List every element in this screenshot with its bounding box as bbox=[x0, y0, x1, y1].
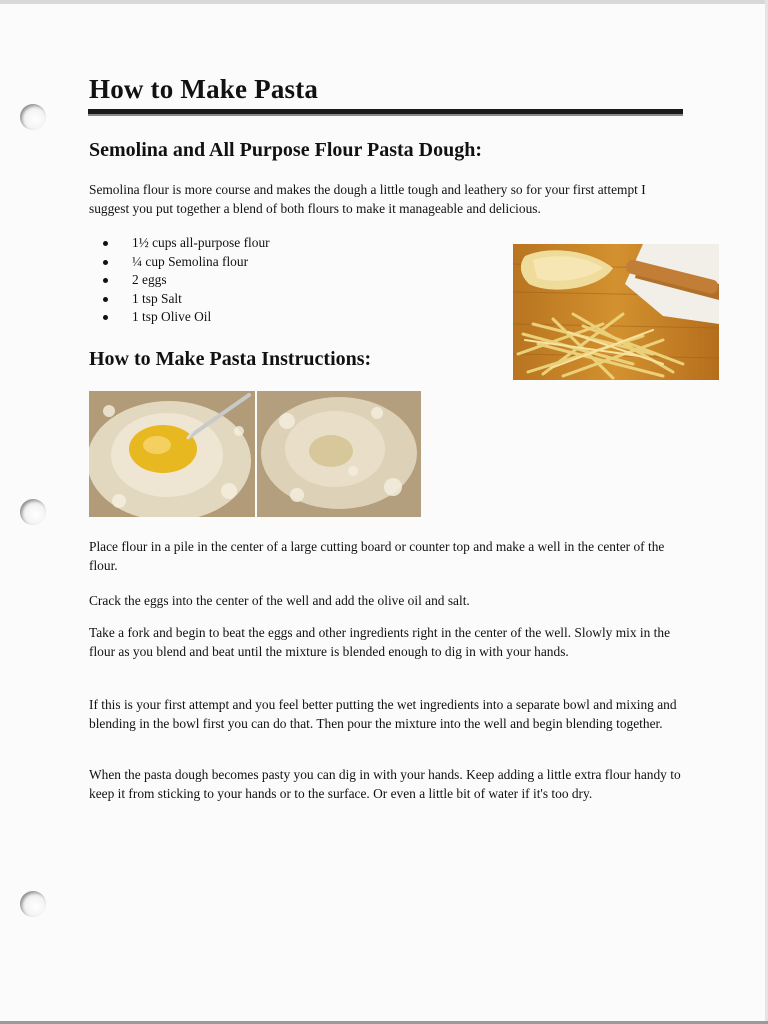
instruction-step-2: Crack the eggs into the center of the well and add the olive oil and salt. bbox=[89, 593, 470, 608]
title-rule bbox=[88, 109, 683, 116]
ingredient-item: 2 eggs bbox=[100, 271, 270, 290]
scan-edge-top bbox=[0, 0, 768, 4]
instructions-heading: How to Make Pasta Instructions: bbox=[89, 348, 372, 370]
instruction-step-5: When the pasta dough becomes pasty you can dig in with your hands. Keep adding a little extra flour handy to keep it from sticking to your hands or to the surface. Or even a little bit of water if it's too dry. bbox=[89, 767, 681, 801]
pasta-noodles-photo bbox=[513, 244, 719, 380]
ingredient-item: 1 tsp Salt bbox=[100, 290, 270, 309]
bullet-icon bbox=[103, 297, 108, 302]
ingredient-list bbox=[100, 234, 270, 327]
bullet-icon bbox=[103, 260, 108, 265]
flour-mixture-photo bbox=[257, 391, 421, 517]
instruction-step-1: Place flour in a pile in the center of a large cutting board or counter top and make a well in the center of the flour. bbox=[89, 539, 665, 573]
bullet-icon bbox=[103, 278, 108, 283]
ingredient-item: 1½ cups all-purpose flour bbox=[100, 234, 270, 253]
ingredient-item: 1 tsp Olive Oil bbox=[100, 308, 270, 327]
instruction-step-4: If this is your first attempt and you feel better putting the wet ingredients into a separate bowl and mixing and blending in the bowl first you can do that. Then pour the mixture into the well and begin blending together. bbox=[89, 697, 677, 731]
hole-punch-top bbox=[20, 104, 46, 130]
hole-punch-bottom bbox=[20, 891, 46, 917]
dough-intro: Semolina flour is more course and makes the dough a little tough and leathery so for your first attempt I suggest you put together a blend of both flours to make it manageable and delicious. bbox=[89, 182, 646, 216]
hole-punch-middle bbox=[20, 499, 46, 525]
page-title: How to Make Pasta bbox=[89, 74, 319, 104]
bullet-icon bbox=[103, 241, 108, 246]
bullet-icon bbox=[103, 315, 108, 320]
instruction-step-3: Take a fork and begin to beat the eggs and other ingredients right in the center of the well. Slowly mix in the flour as you blend and beat until the mixture is blended enough to dig in with your hands. bbox=[89, 625, 671, 659]
egg-in-flour-well-photo bbox=[89, 391, 255, 517]
ingredient-item: ¼ cup Semolina flour bbox=[100, 253, 270, 272]
dough-heading: Semolina and All Purpose Flour Pasta Dough: bbox=[89, 139, 483, 161]
